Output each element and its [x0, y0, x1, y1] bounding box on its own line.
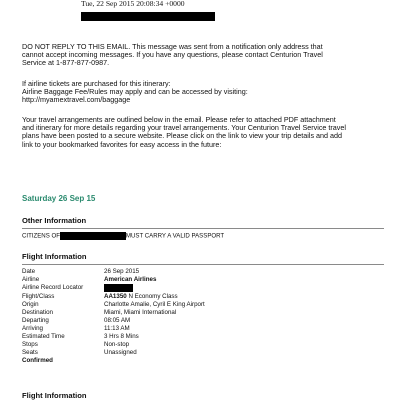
row-value: American Airlines — [104, 276, 157, 283]
baggage-line-2: Airline Baggage Fee/Rules may apply and can be accessed by visiting: — [22, 87, 248, 97]
arrangements-line-1: Your travel arrangements are outlined below in the email. Please refer to attached PDF attachment — [22, 115, 336, 124]
passport-text-after: MUST CARRY A VALID PASSPORT — [125, 232, 225, 240]
baggage-line-1: If airline tickets are purchased for this itinerary: — [22, 79, 171, 88]
row-value: 08:05 AM — [104, 317, 131, 324]
other-info-divider — [22, 228, 384, 229]
other-info-title: Other Information — [22, 216, 87, 225]
notice-line-2: cannot accept incoming messages. If you have any questions, please contact Centurion Travel — [22, 50, 323, 60]
passport-notice — [22, 232, 224, 240]
attachments-redacted — [81, 11, 215, 21]
row-label: Arriving — [22, 325, 43, 332]
row-label: Flight/Class — [22, 293, 55, 300]
row-value: 3 Hrs 8 Mins — [104, 333, 139, 340]
day-heading: Saturday 26 Sep 15 — [22, 194, 96, 203]
flight-info-divider — [22, 264, 384, 265]
passport-text-before: CITIZENS OF — [22, 232, 60, 240]
row-value: Miami, Miami International — [104, 309, 177, 316]
row-label: Seats — [22, 349, 38, 356]
row-label: Destination — [22, 309, 53, 316]
flight-class-value — [104, 293, 178, 300]
arrangements-line-4: link to your bookmarked favorites for easy access in the future: — [22, 139, 222, 149]
row-label: Origin — [22, 301, 39, 308]
redaction-bar — [81, 12, 215, 21]
row-value: Charlotte Amalie, Cyril E King Airport — [104, 301, 205, 308]
redaction-bar — [104, 284, 133, 292]
row-label: Stops — [22, 341, 38, 348]
confirmed-status: Confirmed — [22, 357, 53, 364]
row-label: Departing — [22, 317, 49, 324]
arrangements-line-3: plans have been posted to a secure website. Please click on the link to view your trip details and add — [22, 131, 343, 141]
row-value: Non-stop — [104, 341, 130, 348]
flight-info-title: Flight Information — [22, 252, 87, 261]
date-value: Tue, 22 Sep 2015 20:08:34 +0000 — [81, 0, 185, 8]
row-label: Airline Record Locator — [22, 284, 84, 291]
baggage-link[interactable]: http://myamextravel.com/baggage — [22, 95, 131, 105]
row-value: 11:13 AM — [104, 325, 130, 332]
notice-paragraph — [22, 43, 394, 68]
notice-line-1: DO NOT REPLY TO THIS EMAIL. This message was sent from a notification only address that — [22, 42, 323, 51]
row-label: Airline — [22, 276, 40, 283]
notice-line-3: Service at 1-877-877-0987. — [22, 58, 110, 68]
arrangements-line-2: and itinerary for more details regarding your travel arrangements. Your Centurion Travel Service travel — [22, 123, 346, 133]
redaction-bar — [60, 232, 126, 240]
row-value: Unassigned — [104, 349, 137, 356]
row-label: Date — [22, 268, 36, 275]
row-value: 26 Sep 2015 — [104, 268, 140, 275]
flight-info-title-2: Flight Information — [22, 391, 87, 400]
arrangements-paragraph — [22, 116, 394, 149]
flight-number: AA1350 — [104, 293, 127, 300]
baggage-paragraph — [22, 80, 394, 105]
row-label: Estimated Time — [22, 333, 65, 340]
class-name: N Economy Class — [128, 293, 178, 300]
record-locator-redacted — [104, 284, 133, 292]
